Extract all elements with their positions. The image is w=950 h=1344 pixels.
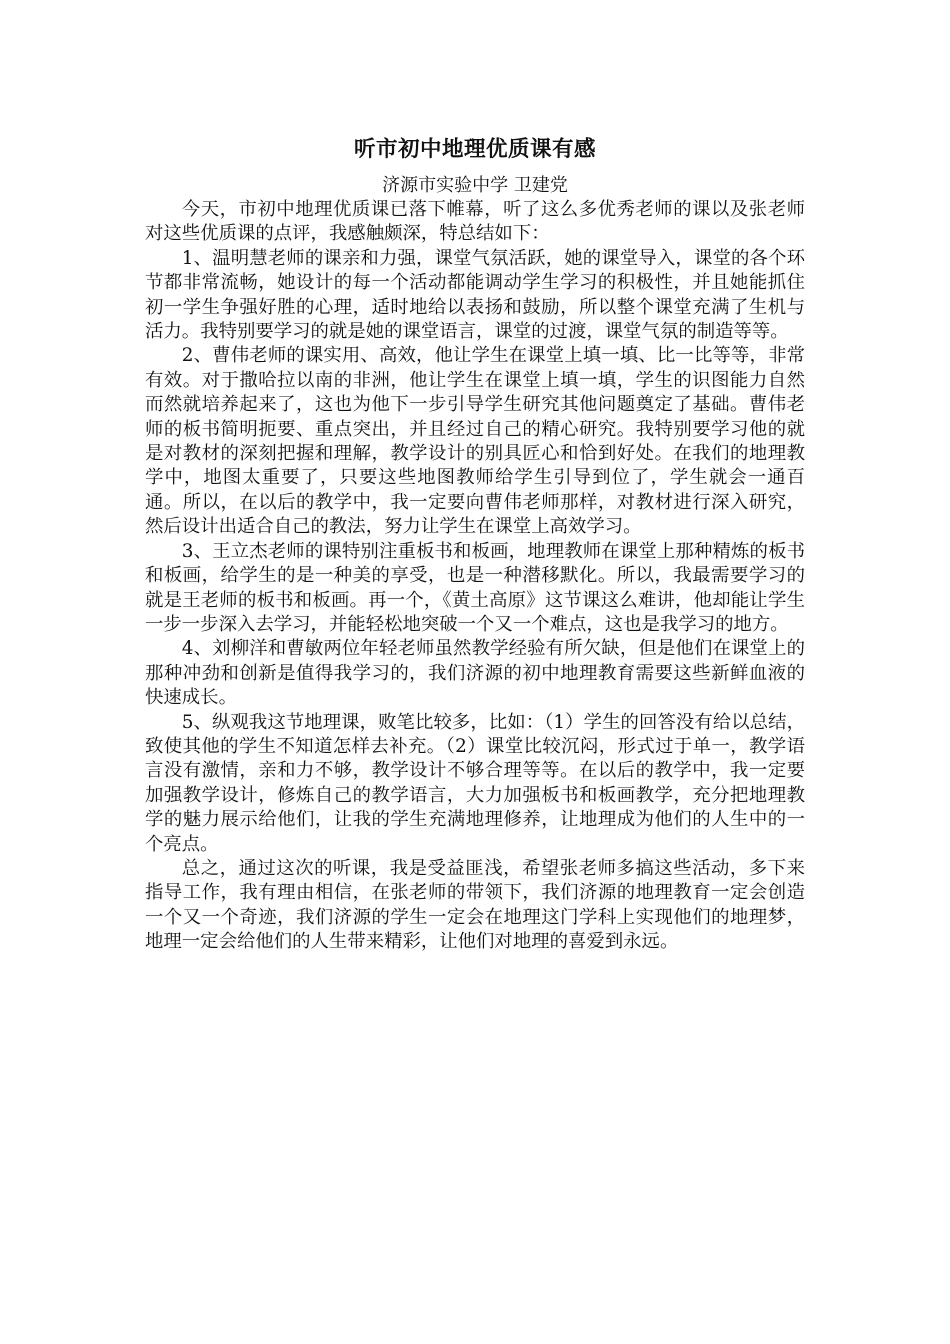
paragraph-point-4: 4、刘柳洋和曹敏两位年轻老师虽然教学经验有所欠缺，但是他们在课堂上的那种冲劲和创新是值得我学习的，我们济源的初中地理教育需要这些新鲜血液的快速成长。 (145, 638, 805, 709)
paragraph-point-2: 2、曹伟老师的课实用、高效，他让学生在课堂上填一填、比一比等等，非常有效。对于撒哈拉以南的非洲，他让学生在课堂上填一填，学生的识图能力自然而然就培养起来了，这也为他下一步引导学生研究其他问题奠定了基础。曹伟老师的板书简明扼要、重点突出，并且经过自己的精心研究。我特别要学习他的就是对教材的深刻把握和理解，教学设计的别具匠心和恰到好处。在我们的地理教学中，地图太重要了，只要这些地图教师给学生引导到位了，学生就会一通百通。所以，在以后的教学中，我一定要向曹伟老师那样，对教材进行深入研究，然后设计出适合自己的教法，努力让学生在课堂上高效学习。 (145, 345, 805, 538)
paragraph-point-5: 5、纵观我这节地理课，败笔比较多，比如：（1）学生的回答没有给以总结，致使其他的学生不知道怎样去补充。（2）课堂比较沉闷，形式过于单一，教学语言没有激情，亲和力不够，教学设计不够合理等等。在以后的教学中，我一定要加强教学设计，修炼自己的教学语言，大力加强板书和板画教学，充分把地理教学的魅力展示给他们，让我的学生充满地理修养，让地理成为他们的人生中的一个亮点。 (145, 711, 805, 855)
paragraph-intro: 今天，市初中地理优质课已落下帷幕，听了这么多优秀老师的课以及张老师对这些优质课的点评，我感触颇深，特总结如下： (145, 199, 805, 245)
paragraph-conclusion: 总之，通过这次的听课，我是受益匪浅，希望张老师多搞这些活动，多下来指导工作，我有理由相信，在张老师的带领下，我们济源的地理教育一定会创造一个又一个奇迹，我们济源的学生一定会在地理这门学科上实现他们的地理梦，地理一定会给他们的人生带来精彩，让他们对地理的喜爱到永远。 (145, 857, 805, 953)
author-line: 济源市实验中学 卫建党 (382, 175, 568, 196)
document-title: 听市初中地理优质课有感 (353, 137, 596, 162)
document-body (145, 133, 805, 955)
paragraph-point-1: 1、温明慧老师的课亲和力强，课堂气氛活跃，她的课堂导入，课堂的各个环节都非常流畅，她设计的每一个活动都能调动学生学习的积极性，并且她能抓住初一学生争强好胜的心理，适时地给以表扬和鼓励，所以整个课堂充满了生机与活力。我特别要学习的就是她的课堂语言，课堂的过渡，课堂气氛的制造等等。 (145, 247, 805, 343)
paragraph-point-3: 3、王立杰老师的课特别注重板书和板画，地理教师在课堂上那种精炼的板书和板画，给学生的是一种美的享受，也是一种潜移默化。所以，我最需要学习的就是王老师的板书和板画。再一个，《黄土高原》这节课这么难讲，他却能让学生一步一步深入去学习，并能轻松地突破一个又一个难点，这也是我学习的地方。 (145, 540, 805, 635)
